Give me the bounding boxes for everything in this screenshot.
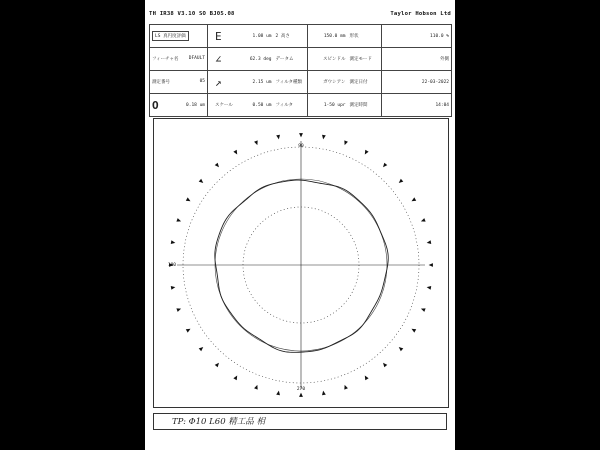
tick-triangle — [254, 385, 258, 390]
tick-triangle — [276, 135, 280, 140]
tick-triangle — [233, 376, 237, 381]
tick-triangle — [383, 363, 387, 368]
label: 測定モード — [348, 48, 382, 71]
company-name: Taylor Hobson Ltd — [390, 11, 451, 17]
label: スケール — [208, 94, 234, 117]
label: 2 高さ — [274, 25, 308, 48]
param-row — [150, 71, 452, 94]
value: 2.15 um — [234, 71, 274, 94]
value: 14:04 — [382, 94, 452, 117]
axis-label-bottom: 270 — [296, 387, 306, 392]
polar-plot-frame — [153, 118, 449, 408]
tick-triangle — [383, 163, 387, 168]
tick-triangle — [199, 347, 204, 351]
tick-triangle — [429, 263, 433, 267]
tick-triangle — [186, 329, 191, 333]
tick-triangle — [365, 150, 369, 155]
runout-icon: ↗ — [208, 71, 234, 94]
tick-triangle — [176, 218, 181, 222]
label: 測定時間 — [348, 94, 382, 117]
tick-triangle — [215, 163, 219, 168]
tick-triangle — [171, 286, 176, 290]
tick-triangle — [299, 133, 303, 137]
value: 外側 — [382, 48, 452, 71]
report-header — [149, 11, 451, 17]
value: 110.0 % — [382, 25, 452, 48]
tick-triangle — [344, 385, 348, 390]
eccentricity-icon: E — [208, 25, 234, 48]
value: ガウシアン — [308, 71, 348, 94]
angle-icon: ∠ — [208, 48, 234, 71]
tick-triangle — [399, 179, 404, 183]
value: 1-50 upr — [308, 94, 348, 117]
tick-triangle — [254, 140, 258, 145]
tick-triangle — [427, 286, 432, 290]
label: データム — [274, 48, 308, 71]
roundness-cell: O 0.18 um — [150, 94, 208, 117]
tick-triangle — [186, 197, 191, 201]
handwritten-note: TP: Φ10 L60 精工品 相 — [153, 413, 447, 430]
tick-triangle — [365, 376, 369, 381]
feature-name: フィーチャ名 DFAULT — [150, 48, 208, 71]
tick-triangle — [399, 347, 404, 351]
label: 形状 — [348, 25, 382, 48]
value: 150.0 mm — [308, 25, 348, 48]
tick-triangle — [276, 391, 280, 396]
tick-triangle — [233, 150, 237, 155]
value: 22-03-2022 — [382, 71, 452, 94]
axis-label-left: 180 — [167, 263, 176, 268]
param-row — [150, 94, 452, 117]
value: 62.3 deg — [234, 48, 274, 71]
analysis-method: LS 真円度評価 — [150, 25, 208, 48]
tick-triangle — [421, 308, 426, 312]
tick-triangle — [215, 363, 219, 368]
tick-triangle — [171, 240, 176, 244]
label: フィルタ — [274, 94, 308, 117]
tick-triangle — [421, 218, 426, 222]
roundness-icon: O — [152, 98, 159, 112]
param-row — [150, 48, 452, 71]
tick-triangle — [322, 135, 326, 140]
tick-triangle — [412, 329, 417, 333]
label: 測定日付 — [348, 71, 382, 94]
tick-triangle — [299, 393, 303, 397]
tick-triangle — [427, 240, 432, 244]
polar-plot — [154, 119, 448, 407]
tick-triangle — [344, 140, 348, 145]
tick-triangle — [412, 197, 417, 201]
value: スピンドル — [308, 48, 348, 71]
tick-triangle — [199, 179, 204, 183]
value: 0.50 um — [234, 94, 274, 117]
instrument-version: TH IR38 V3.10 SO BJ05.08 — [149, 11, 235, 17]
value: 1.08 um — [234, 25, 274, 48]
parameter-table — [149, 24, 452, 117]
tick-triangle — [176, 308, 181, 312]
param-row — [150, 25, 452, 48]
report-sheet — [145, 0, 455, 450]
label: フィルタ種類 — [274, 71, 308, 94]
axis-label-top: 90 — [298, 144, 304, 149]
tick-triangle — [322, 391, 326, 396]
measurement-number: 測定番号 05 — [150, 71, 208, 94]
